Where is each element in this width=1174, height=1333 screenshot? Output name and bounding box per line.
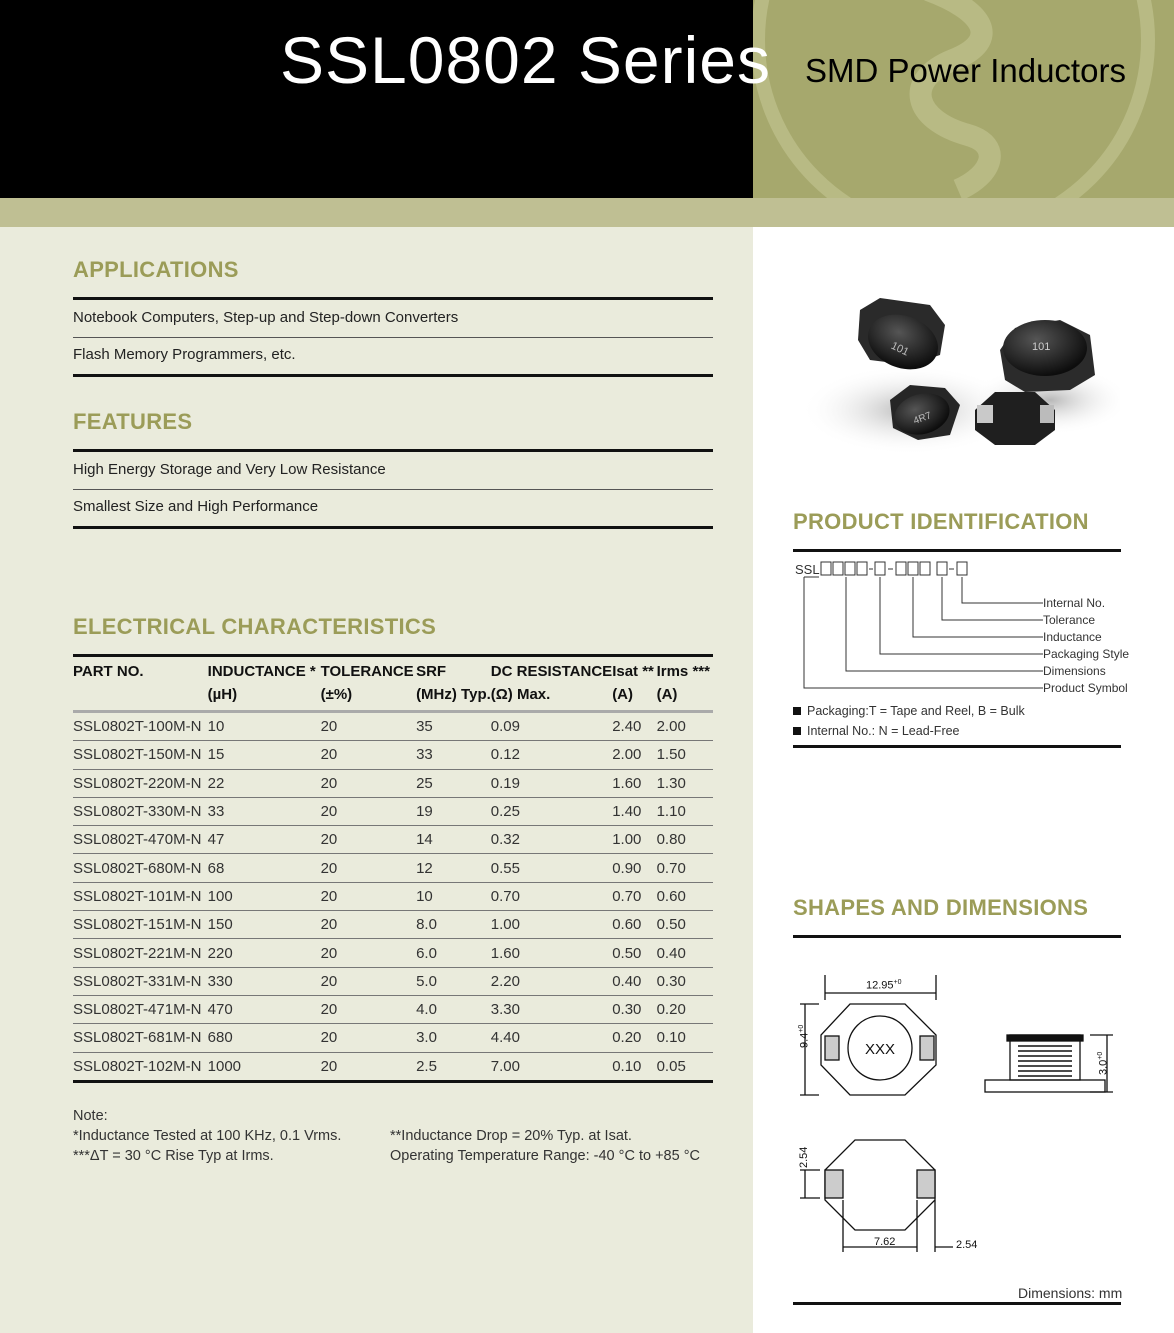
- bullet-icon: [793, 727, 801, 735]
- cell-dc-resistance: 3.30: [491, 995, 612, 1023]
- cell-dc-resistance: 0.32: [491, 826, 612, 854]
- cell-part-no: SSL0802T-221M-N: [73, 939, 208, 967]
- cell-isat: 1.60: [612, 769, 656, 797]
- cell-part-no: SSL0802T-470M-N: [73, 826, 208, 854]
- cell-part-no: SSL0802T-100M-N: [73, 712, 208, 741]
- page-title: SSL0802 Series: [280, 23, 771, 97]
- features-heading: FEATURES: [73, 409, 193, 434]
- cell-srf: 33: [416, 741, 491, 769]
- cell-srf: 6.0: [416, 939, 491, 967]
- table-row: [73, 911, 713, 939]
- cell-isat: 0.20: [612, 1024, 656, 1052]
- cell-dc-resistance: 0.09: [491, 712, 612, 741]
- divider: [793, 1302, 1121, 1305]
- cell-srf: 25: [416, 769, 491, 797]
- product-id-diagram: [793, 555, 1123, 700]
- cell-part-no: SSL0802T-101M-N: [73, 882, 208, 910]
- col-header-tolerance: TOLERANCE (±%): [321, 658, 416, 712]
- cell-irms: 0.30: [657, 967, 713, 995]
- cell-part-no: SSL0802T-681M-N: [73, 1024, 208, 1052]
- cell-isat: 0.40: [612, 967, 656, 995]
- cell-inductance: 33: [208, 797, 321, 825]
- cell-inductance: 10: [208, 712, 321, 741]
- cell-isat: 0.30: [612, 995, 656, 1023]
- component-marking: 4R7: [912, 410, 934, 427]
- cell-inductance: 100: [208, 882, 321, 910]
- cell-dc-resistance: 0.25: [491, 797, 612, 825]
- electrical-heading: ELECTRICAL CHARACTERISTICS: [73, 614, 437, 639]
- cell-part-no: SSL0802T-220M-N: [73, 769, 208, 797]
- cell-inductance: 470: [208, 995, 321, 1023]
- cell-tolerance: 20: [321, 911, 416, 939]
- col-header-isat: Isat ** (A): [612, 658, 656, 712]
- cell-isat: 1.40: [612, 797, 656, 825]
- cell-inductance: 1000: [208, 1052, 321, 1081]
- cell-part-no: SSL0802T-680M-N: [73, 854, 208, 882]
- dim-thickness: $3.0^{+0}$: [1097, 1051, 1110, 1075]
- divider: [793, 549, 1121, 552]
- table-row: [73, 1024, 713, 1052]
- cell-inductance: 22: [208, 769, 321, 797]
- cell-tolerance: 20: [321, 854, 416, 882]
- cell-dc-resistance: 1.00: [491, 911, 612, 939]
- cell-irms: 0.20: [657, 995, 713, 1023]
- pid-label-packaging-style: Packaging Style: [1043, 647, 1130, 661]
- pid-label-inductance: Inductance: [1043, 630, 1102, 644]
- cell-srf: 12: [416, 854, 491, 882]
- cell-dc-resistance: 0.55: [491, 854, 612, 882]
- divider: [793, 935, 1121, 938]
- note-operating-temp: Operating Temperature Range: -40 °C to +85 °C: [390, 1148, 700, 1164]
- pid-label-tolerance: Tolerance: [1043, 613, 1096, 627]
- cell-inductance: 680: [208, 1024, 321, 1052]
- table-row: [73, 939, 713, 967]
- cell-irms: 1.50: [657, 741, 713, 769]
- divider: [73, 654, 713, 657]
- col-header-part-no: PART NO.: [73, 658, 208, 712]
- col-header-srf: SRF (MHz) Typ.: [416, 658, 491, 712]
- cell-inductance: 220: [208, 939, 321, 967]
- table-row: [73, 995, 713, 1023]
- dim-pad-width: 2.54: [956, 1239, 978, 1251]
- col-header-inductance: INDUCTANCE * (µH): [208, 658, 321, 712]
- cell-isat: 0.50: [612, 939, 656, 967]
- cell-part-no: SSL0802T-471M-N: [73, 995, 208, 1023]
- cell-dc-resistance: 0.12: [491, 741, 612, 769]
- bullet-icon: [793, 707, 801, 715]
- cell-irms: 0.70: [657, 854, 713, 882]
- product-id-prefix: SSL: [795, 562, 820, 577]
- cell-srf: 3.0: [416, 1024, 491, 1052]
- feature-item: High Energy Storage and Very Low Resistance: [73, 461, 386, 478]
- cell-srf: 2.5: [416, 1052, 491, 1081]
- table-header-row: [73, 658, 713, 712]
- cell-tolerance: 20: [321, 882, 416, 910]
- cell-tolerance: 20: [321, 769, 416, 797]
- note-title: Note:: [73, 1108, 108, 1124]
- dimensions-drawing: [795, 960, 1125, 1260]
- applications-heading: APPLICATIONS: [73, 257, 239, 282]
- cell-dc-resistance: 7.00: [491, 1052, 612, 1081]
- component-marking: 101: [1032, 341, 1051, 353]
- table-row: [73, 741, 713, 769]
- table-row: [73, 769, 713, 797]
- table-row: [73, 854, 713, 882]
- application-item: Flash Memory Programmers, etc.: [73, 346, 296, 363]
- cell-srf: 8.0: [416, 911, 491, 939]
- divider: [73, 374, 713, 377]
- cell-irms: 1.10: [657, 797, 713, 825]
- cell-tolerance: 20: [321, 712, 416, 741]
- cell-srf: 19: [416, 797, 491, 825]
- divider: [73, 297, 713, 300]
- cell-irms: 1.30: [657, 769, 713, 797]
- units-note: Dimensions: mm: [1018, 1285, 1123, 1301]
- note-inductance-test: *Inductance Tested at 100 KHz, 0.1 Vrms.: [73, 1128, 342, 1144]
- table-row: [73, 967, 713, 995]
- cell-dc-resistance: 1.60: [491, 939, 612, 967]
- cell-isat: 2.00: [612, 741, 656, 769]
- product-id-heading: PRODUCT IDENTIFICATION: [793, 509, 1089, 534]
- cell-inductance: 330: [208, 967, 321, 995]
- cell-irms: 0.50: [657, 911, 713, 939]
- product-photo: [800, 280, 1120, 470]
- table-row: [73, 826, 713, 854]
- pid-bullet-packaging: Packaging:T = Tape and Reel, B = Bulk: [793, 704, 1025, 718]
- cell-tolerance: 20: [321, 1024, 416, 1052]
- cell-srf: 4.0: [416, 995, 491, 1023]
- cell-irms: 2.00: [657, 712, 713, 741]
- feature-item: Smallest Size and High Performance: [73, 498, 319, 515]
- cell-inductance: 47: [208, 826, 321, 854]
- cell-part-no: SSL0802T-151M-N: [73, 911, 208, 939]
- page-subtitle: SMD Power Inductors: [805, 52, 1126, 89]
- cell-inductance: 150: [208, 911, 321, 939]
- divider: [73, 489, 713, 490]
- table-row: [73, 797, 713, 825]
- cell-srf: 10: [416, 882, 491, 910]
- application-item: Notebook Computers, Step-up and Step-down Converters: [73, 309, 459, 326]
- cell-srf: 14: [416, 826, 491, 854]
- shapes-heading: SHAPES AND DIMENSIONS: [793, 895, 1089, 920]
- cell-inductance: 68: [208, 854, 321, 882]
- divider: [73, 337, 713, 338]
- pid-label-product-symbol: Product Symbol: [1043, 681, 1128, 695]
- table-row: [73, 882, 713, 910]
- cell-isat: 0.60: [612, 911, 656, 939]
- cell-srf: 5.0: [416, 967, 491, 995]
- table-row: [73, 1052, 713, 1081]
- component-marking: 101: [888, 339, 911, 359]
- dim-width: $12.95^{+0}$: [866, 979, 902, 992]
- dim-pad-gap: 7.62: [874, 1236, 896, 1248]
- note-temp-rise: ***ΔT = 30 °C Rise Typ at Irms.: [73, 1148, 274, 1164]
- cell-irms: 0.80: [657, 826, 713, 854]
- cell-isat: 1.00: [612, 826, 656, 854]
- header-olive-panel: [753, 0, 1174, 198]
- divider: [73, 526, 713, 529]
- divider: [73, 449, 713, 452]
- dim-pad-height: 2.54: [798, 1146, 810, 1168]
- cell-dc-resistance: 4.40: [491, 1024, 612, 1052]
- col-header-irms: Irms *** (A): [657, 658, 713, 712]
- cell-tolerance: 20: [321, 826, 416, 854]
- cell-srf: 35: [416, 712, 491, 741]
- table-row: [73, 712, 713, 741]
- col-header-dc-resistance: DC RESISTANCE (Ω) Max.: [491, 658, 612, 712]
- logo-watermark: [753, 0, 1174, 198]
- cell-isat: 0.90: [612, 854, 656, 882]
- divider: [793, 745, 1121, 748]
- note-inductance-drop: **Inductance Drop = 20% Typ. at Isat.: [390, 1128, 632, 1144]
- cell-tolerance: 20: [321, 995, 416, 1023]
- cell-part-no: SSL0802T-102M-N: [73, 1052, 208, 1081]
- pid-bullet-internal-no: Internal No.: N = Lead-Free: [793, 724, 960, 738]
- cell-irms: 0.10: [657, 1024, 713, 1052]
- cell-isat: 2.40: [612, 712, 656, 741]
- cell-isat: 0.70: [612, 882, 656, 910]
- cell-part-no: SSL0802T-331M-N: [73, 967, 208, 995]
- cell-irms: 0.60: [657, 882, 713, 910]
- cell-tolerance: 20: [321, 741, 416, 769]
- cell-dc-resistance: 0.70: [491, 882, 612, 910]
- cell-irms: 0.05: [657, 1052, 713, 1081]
- pid-label-dimensions: Dimensions: [1043, 664, 1106, 678]
- cell-part-no: SSL0802T-330M-N: [73, 797, 208, 825]
- cell-irms: 0.40: [657, 939, 713, 967]
- cell-part-no: SSL0802T-150M-N: [73, 741, 208, 769]
- cell-inductance: 15: [208, 741, 321, 769]
- cell-isat: 0.10: [612, 1052, 656, 1081]
- electrical-table: [73, 658, 713, 1083]
- cell-tolerance: 20: [321, 939, 416, 967]
- cell-dc-resistance: 0.19: [491, 769, 612, 797]
- cell-tolerance: 20: [321, 1052, 416, 1081]
- dim-height: $9.4^{+0}$: [798, 1024, 811, 1048]
- cell-tolerance: 20: [321, 797, 416, 825]
- component-marking: XXX: [865, 1041, 896, 1058]
- pid-label-internal-no: Internal No.: [1043, 596, 1106, 610]
- cell-tolerance: 20: [321, 967, 416, 995]
- cell-dc-resistance: 2.20: [491, 967, 612, 995]
- header-band: [0, 198, 1174, 227]
